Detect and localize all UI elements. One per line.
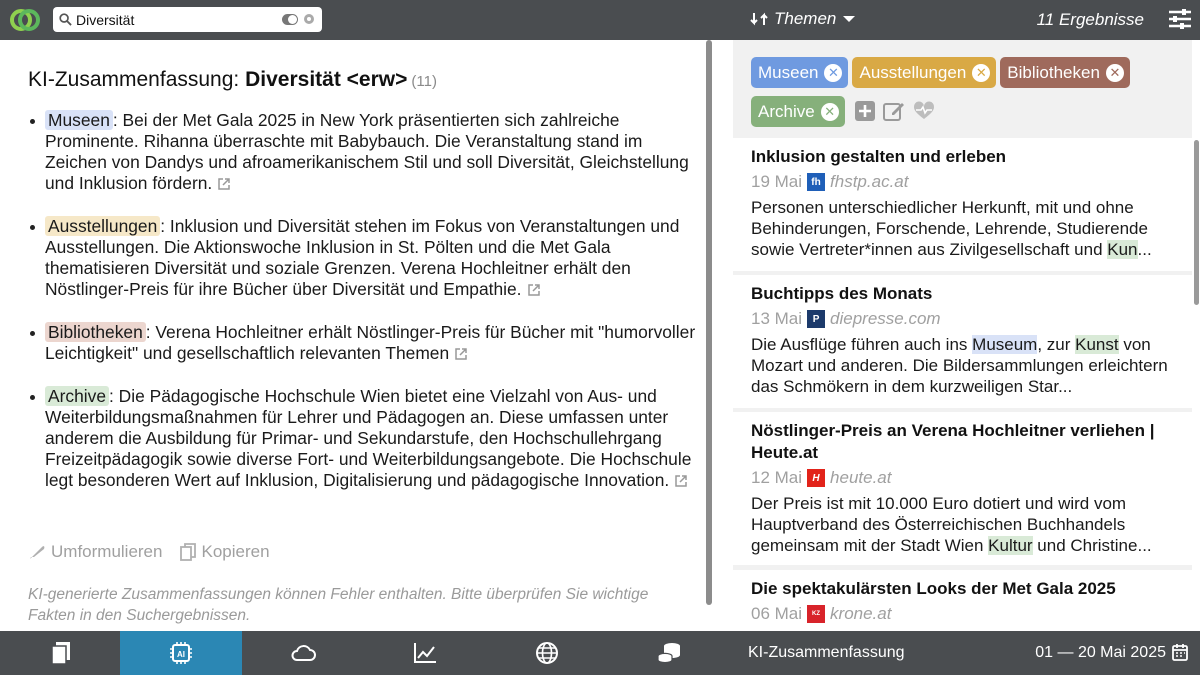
themen-label: Themen — [774, 9, 837, 28]
gear-icon[interactable] — [302, 12, 316, 26]
search-mode-toggle[interactable] — [282, 14, 298, 25]
summary-item — [28, 110, 700, 194]
chip-label: Museen — [758, 62, 819, 82]
ai-disclaimer: KI-generierte Zusammenfassungen können Fehler enthalten. Bitte überprüfen Sie wichtige Fakten in den Suchergebnissen. — [28, 586, 649, 624]
ai-chip-icon — [169, 641, 193, 665]
heading-prefix: KI-Zusammenfassung: — [28, 68, 240, 91]
rephrase-button[interactable] — [28, 542, 162, 562]
topic-chips — [751, 57, 1191, 135]
svg-text:AI: AI — [177, 650, 185, 659]
summary-text: : Verena Hochleitner erhält Nöstlinger-Preis für Bücher mit "humorvoller Leichtigkeit" und gesellschaftlich relevanten Themen — [45, 322, 696, 363]
date-range[interactable]: 01 — 20 Mai 2025 — [1035, 644, 1166, 661]
feather-icon — [28, 543, 46, 561]
result-date: 06 Mai — [751, 604, 803, 623]
heart-pulse-icon[interactable] — [913, 101, 935, 121]
heading-count: (11) — [411, 73, 437, 90]
search-icon — [59, 13, 72, 26]
result-title[interactable]: Buchtipps des Monats — [751, 284, 933, 303]
results-scrollbar[interactable] — [1194, 140, 1199, 305]
filter-sliders-icon[interactable] — [1168, 8, 1192, 30]
calendar-icon[interactable] — [1172, 643, 1188, 661]
edit-icon[interactable] — [883, 101, 905, 121]
close-icon[interactable]: ✕ — [1106, 64, 1124, 82]
search-input[interactable] — [76, 12, 266, 28]
tag-archive[interactable]: Archive — [45, 386, 109, 406]
summary-item — [28, 322, 700, 364]
result-source[interactable]: diepresse.com — [830, 309, 941, 328]
result-source[interactable]: heute.at — [830, 468, 892, 487]
copy-icon — [180, 543, 196, 561]
external-link-icon[interactable] — [527, 283, 541, 297]
result-snippet: Die Ausflüge führen auch ins Museum, zur Kunst von Mozart und anderen. Die Bildersammlungen erleichtern das Schmökern in dem kurzweiligen Star... — [751, 335, 1168, 396]
result-meta — [751, 468, 1174, 488]
heute-favicon-icon: H — [807, 469, 825, 487]
result-meta — [751, 309, 1174, 329]
result-date: 19 Mai — [751, 172, 803, 191]
bottom-bar — [0, 631, 1200, 675]
nav-cloud[interactable] — [242, 631, 364, 675]
chip-bibliotheken[interactable] — [1000, 57, 1130, 88]
app-logo-icon[interactable] — [8, 6, 42, 34]
tag-museen[interactable]: Museen — [45, 110, 113, 130]
result-title[interactable]: Inklusion gestalten und erleben — [751, 147, 1007, 166]
summary-text: : Bei der Met Gala 2025 in New York präsentierten sich zahlreiche Prominente. Rihanna überraschte mit Babybauch. Die Veranstaltung stand im Zeichen von Dandys und afroamerikanischem Stil und soll Diversität, Gleichstellung und Inklusion fördern. — [45, 110, 689, 193]
cloud-icon — [290, 643, 316, 663]
nav-globe[interactable] — [486, 631, 608, 675]
result-source[interactable]: fhstp.ac.at — [830, 172, 909, 191]
summary-item — [28, 216, 700, 300]
result-title[interactable]: Die spektakulärsten Looks der Met Gala 2025 — [751, 579, 1116, 598]
result-date: 13 Mai — [751, 309, 803, 328]
summary-text: : Inklusion und Diversität stehen im Fokus von Veranstaltungen und Ausstellungen. Die Aktionswoche Inklusion in St. Pölten und die Met Gala thematisieren Diversität und soziale Grenzen. Verena Hochleitner erhält den Nöstlinger-Preis für ihre Bücher über Diversität und Empathie. — [45, 216, 680, 299]
chip-label: Bibliotheken — [1007, 62, 1100, 82]
documents-icon — [50, 641, 72, 665]
swap-icon — [750, 10, 768, 28]
nav-trends[interactable] — [364, 631, 486, 675]
result-snippet: Personen unterschiedlicher Herkunft, mit und ohne Behinderungen, Forschende, Lehrende, Studierende sowie Vertreter*innen aus Zivilgesellschaft und Kun... — [751, 198, 1152, 259]
result-snippet: Der Preis ist mit 10.000 Euro dotiert und wird vom Hauptverband des Österreichischen Buchhandels gemeinsam mit der Stadt Wien Kultur und Christine... — [751, 494, 1152, 555]
close-icon[interactable]: ✕ — [972, 64, 990, 82]
summary-scrollbar[interactable] — [706, 40, 712, 605]
chevron-down-icon — [842, 14, 856, 24]
fhstp-favicon-icon: fh — [807, 173, 825, 191]
summary-heading — [28, 68, 437, 92]
search-box[interactable] — [53, 7, 322, 32]
add-icon[interactable] — [855, 101, 875, 121]
line-chart-icon — [413, 642, 437, 664]
nav-ai-summary[interactable] — [120, 631, 242, 675]
result-card[interactable] — [733, 412, 1192, 565]
external-link-icon[interactable] — [217, 177, 231, 191]
chip-label: Archive — [758, 101, 815, 121]
result-meta — [751, 172, 1174, 192]
current-view-label: KI-Zusammenfassung — [748, 644, 905, 661]
chip-archive[interactable] — [751, 96, 845, 127]
chip-label: Ausstellungen — [859, 62, 967, 82]
globe-icon — [535, 641, 559, 665]
result-card[interactable] — [733, 275, 1192, 408]
tag-bibliotheken[interactable]: Bibliotheken — [45, 322, 146, 342]
result-meta — [751, 604, 1174, 624]
result-card[interactable] — [733, 138, 1192, 271]
copy-button[interactable] — [180, 542, 269, 562]
chip-tools — [855, 101, 935, 121]
external-link-icon[interactable] — [454, 347, 468, 361]
summary-text: : Die Pädagogische Hochschule Wien bietet eine Vielzahl von Aus- und Weiterbildungsmaßnahmen für Lehrer und Pädagogen an. Diese umfassen unter anderem die Ausbildung für Primar- und Sekundarstufe, den Hochschullehrgang Freizeitpädagogik sowie diverse Fort- und Weiterbildungsangebote. Die Hochschule legt besonderen Wert auf Inklusion, Digitalisierung und pädagogische Innovation. — [45, 386, 692, 490]
close-icon[interactable]: ✕ — [821, 103, 839, 121]
summary-list — [28, 110, 700, 513]
rephrase-label: Umformulieren — [51, 542, 163, 561]
result-card[interactable] — [733, 570, 1192, 631]
nav-documents[interactable] — [0, 631, 122, 675]
external-link-icon[interactable] — [674, 474, 688, 488]
nav-database[interactable] — [608, 631, 730, 675]
result-date: 12 Mai — [751, 468, 803, 487]
summary-item — [28, 386, 700, 491]
copy-label: Kopieren — [201, 542, 270, 561]
chip-museen[interactable] — [751, 57, 848, 88]
krone-favicon-icon: KZ — [807, 605, 825, 623]
result-source[interactable]: krone.at — [830, 604, 892, 623]
top-bar — [0, 0, 1200, 40]
coins-stack-icon — [656, 641, 682, 665]
summary-actions — [28, 542, 270, 562]
tag-ausstellungen[interactable]: Ausstellungen — [45, 216, 160, 236]
heading-term: Diversität <erw> — [245, 68, 408, 91]
diepresse-favicon-icon: P — [807, 310, 825, 328]
result-title[interactable]: Nöstlinger-Preis an Verena Hochleitner verliehen | Heute.at — [751, 421, 1155, 462]
themen-dropdown[interactable] — [750, 9, 856, 29]
close-icon[interactable]: ✕ — [824, 64, 842, 82]
results-count: 11 Ergebnisse — [1036, 10, 1144, 29]
chip-ausstellungen[interactable] — [852, 57, 996, 88]
